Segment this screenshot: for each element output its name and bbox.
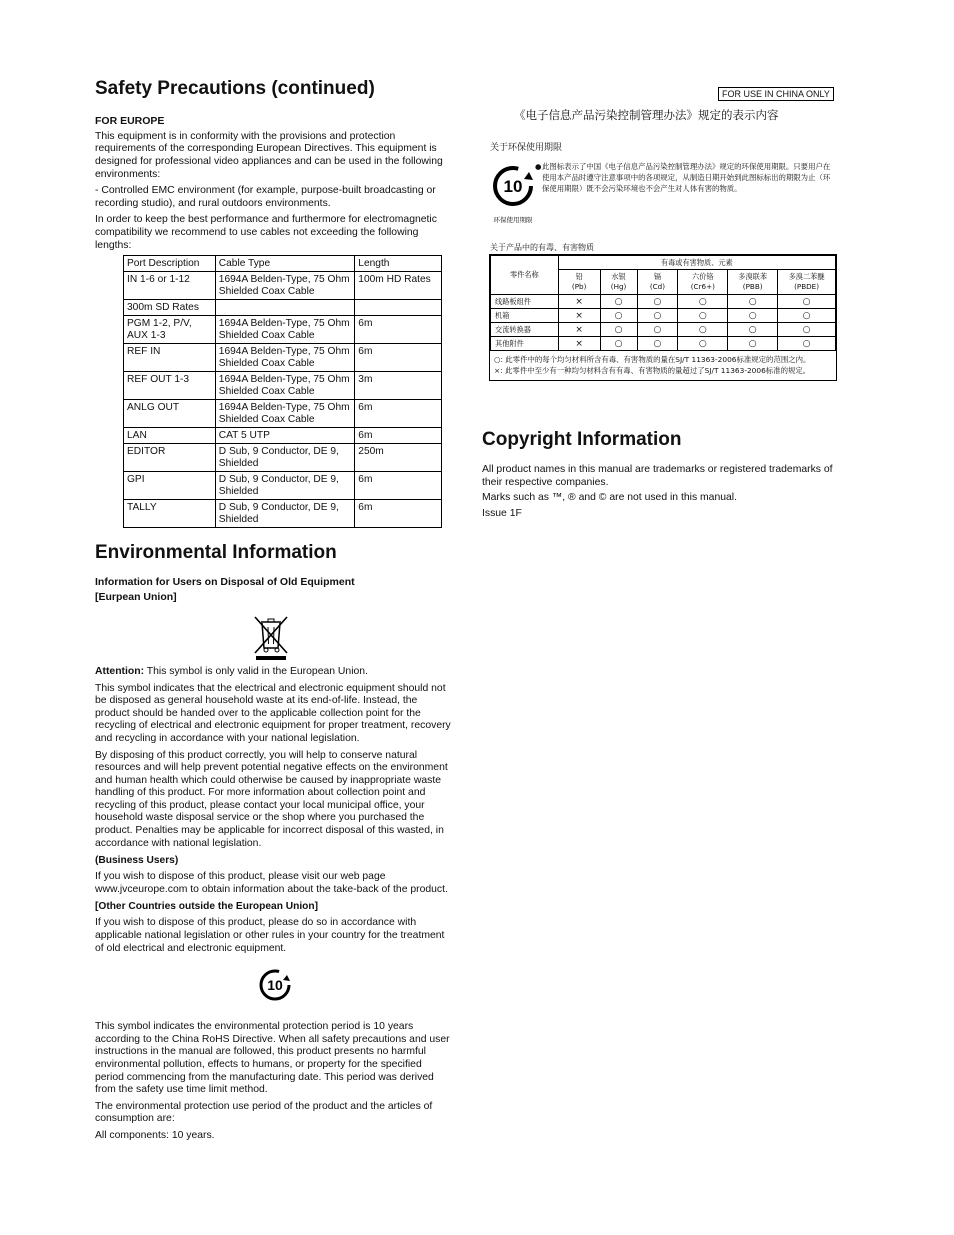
table-row	[124, 444, 442, 472]
element-symbol: (Hg)	[610, 282, 627, 291]
table-row	[124, 500, 442, 528]
table-cell: 3m	[355, 372, 442, 400]
business-users-paragraph: If you wish to dispose of this product, please visit our web page www.jvceurope.com to obtain information about the take-back of the product.	[95, 871, 448, 895]
copyright-info-title: Copyright Information	[482, 429, 682, 450]
marks-paragraph: Marks such as ™, ® and © are not used in this manual.	[482, 492, 737, 503]
substance-mark-cell: ○	[778, 309, 836, 323]
table-cell: GPI	[124, 472, 216, 500]
rohs-paragraph: This symbol indicates the environmental protection period is 10 years according to the China RoHS Directive. When all safety precautions and user instructions in the manual are followed, this product presents no harmful environmental pollution, effects to humans, or property for the specified period commencing from the manufacturing date. This period was derived from the safety use time limit method.	[95, 1021, 450, 1096]
element-header-cell	[637, 270, 678, 295]
bullet-dot-icon: ●	[535, 162, 542, 171]
attention-text: This symbol is only valid in the European Union.	[144, 665, 368, 677]
business-users-heading: (Business Users)	[95, 855, 179, 867]
table-cell: 300m SD Rates	[124, 300, 216, 316]
china-regulation-title: 《电子信息产品污染控制管理办法》规定的表示内容	[514, 108, 779, 122]
element-symbol: (PBDE)	[794, 282, 820, 291]
element-header-cell	[778, 270, 836, 295]
substance-mark-cell: ○	[678, 309, 728, 323]
element-header-cell	[728, 270, 778, 295]
table-cell: 6m	[355, 344, 442, 372]
hazardous-substances-table-box	[489, 254, 837, 381]
table-cell: 1694A Belden-Type, 75 Ohm Shielded Coax Cable	[215, 400, 355, 428]
cable-table-header-row	[124, 256, 442, 272]
part-name-cell: 其他附件	[491, 337, 559, 351]
disposing-paragraph: By disposing of this product correctly, you will help to conserve natural resources and will help prevent potential negative effects on the environment and human health which could otherwise be caused by inappropriate waste handling of this product. For more information about collection point and recycling of this product, please contact your local municipal office, your household waste disposal service or the shop where you purchased the product. Penalties may be applicable for incorrect disposal of this wasted, in accordance with national legislation.	[95, 749, 448, 849]
substance-mark-cell: ×	[558, 295, 600, 309]
element-symbol: (Cd)	[649, 282, 666, 291]
other-countries-heading: [Other Countries outside the European Union]	[95, 901, 318, 913]
table-row	[124, 272, 442, 300]
substance-mark-cell: ○	[637, 295, 678, 309]
env-period-10-icon	[491, 164, 535, 208]
table-row	[124, 400, 442, 428]
table-cell: 100m HD Rates	[355, 272, 442, 300]
substance-mark-cell: ×	[558, 337, 600, 351]
table-cell: D Sub, 9 Conductor, DE 9, Shielded	[215, 472, 355, 500]
table-cell: 250m	[355, 444, 442, 472]
table-cell: REF OUT 1-3	[124, 372, 216, 400]
table-cell: 6m	[355, 400, 442, 428]
table-cell: 1694A Belden-Type, 75 Ohm Shielded Coax Cable	[215, 272, 355, 300]
badge-number: 10	[503, 177, 523, 196]
issue-label: Issue 1F	[482, 508, 522, 519]
substance-mark-cell: ○	[600, 295, 637, 309]
other-countries-paragraph: If you wish to dispose of this product, please do so in accordance with applicable national legislation or other rules in your country for the treatment of old electrical and electronic equipment.	[95, 917, 445, 954]
table-cell: TALLY	[124, 500, 216, 528]
table-cell: 6m	[355, 472, 442, 500]
element-name: 铅	[575, 272, 583, 281]
hazard-notes	[490, 351, 836, 380]
substances-group-header: 有毒或有害物质、元素	[558, 256, 835, 270]
substance-mark-cell: ○	[600, 337, 637, 351]
emc-environment-paragraph: - Controlled EMC environment (for example, purpose-built broadcasting or recording studio), and rural outdoors environments.	[95, 185, 436, 209]
element-name: 多溴联苯	[738, 272, 768, 281]
disposal-heading: Information for Users on Disposal of Old Equipment	[95, 575, 355, 588]
table-row	[124, 316, 442, 344]
china-only-stamp: FOR USE IN CHINA ONLY	[718, 87, 834, 101]
table-row	[124, 472, 442, 500]
table-row	[124, 372, 442, 400]
protection-period-paragraph: The environmental protection use period of the product and the articles of consumption are:	[95, 1100, 433, 1125]
substance-mark-cell: ○	[678, 323, 728, 337]
table-cell: ANLG OUT	[124, 400, 216, 428]
safety-precautions-title: Safety Precautions (continued)	[95, 78, 375, 99]
substance-mark-cell: ×	[558, 323, 600, 337]
env-use-period-heading: 关于环保使用期限	[490, 143, 563, 153]
attention-label: Attention:	[95, 665, 145, 677]
substance-mark-cell: ○	[678, 295, 728, 309]
element-name: 多溴二苯醚	[788, 272, 825, 281]
crossed-out-bin-icon	[251, 614, 291, 660]
table-cell: LAN	[124, 428, 216, 444]
table-cell	[215, 300, 355, 316]
substance-mark-cell: ○	[778, 337, 836, 351]
table-cell: REF IN	[124, 344, 216, 372]
hazardous-substances-heading: 关于产品中的有毒、有害物质	[490, 243, 594, 252]
hazard-note-circle: ○: 此零件中的每个均匀材料所含有毒、有害物质的量在SJ/T 11363-2006标准规定的范围之内。	[494, 355, 811, 364]
environmental-info-title: Environmental Information	[95, 542, 337, 564]
substance-mark-cell: ○	[637, 337, 678, 351]
table-cell: IN 1-6 or 1-12	[124, 272, 216, 300]
for-europe-label: FOR EUROPE	[95, 114, 165, 127]
element-symbol: (Pb)	[571, 282, 587, 291]
table-cell: PGM 1-2, P/V, AUX 1-3	[124, 316, 216, 344]
element-name: 水银	[611, 272, 626, 281]
right-column	[482, 80, 840, 540]
rohs-icon-number: 10	[267, 977, 283, 994]
table-cell: 1694A Belden-Type, 75 Ohm Shielded Coax Cable	[215, 316, 355, 344]
table-cell: 1694A Belden-Type, 75 Ohm Shielded Coax Cable	[215, 372, 355, 400]
cable-table-header-cell: Cable Type	[215, 256, 355, 272]
substance-mark-cell: ○	[678, 337, 728, 351]
element-symbol: (PBB)	[742, 282, 763, 291]
table-cell: CAT 5 UTP	[215, 428, 355, 444]
attention-paragraph	[95, 666, 453, 679]
element-header-cell	[558, 270, 600, 295]
table-row	[491, 309, 836, 323]
table-row	[124, 344, 442, 372]
table-cell: EDITOR	[124, 444, 216, 472]
element-symbol: (Cr6+)	[690, 282, 715, 291]
eu-heading: [Eurpean Union]	[95, 590, 177, 603]
table-cell: 1694A Belden-Type, 75 Ohm Shielded Coax Cable	[215, 344, 355, 372]
rohs-10-year-icon	[259, 969, 291, 1001]
substance-mark-cell: ○	[728, 309, 778, 323]
cable-length-intro: In order to keep the best performance and furthermore for electromagnetic compatibility we recommend to use cables not exceeding the following lengths:	[95, 214, 437, 251]
conformity-paragraph: This equipment is in conformity with the provisions and protection requirements of the corresponding European Directives. This equipment is designed for professional video appliances and can be used in the following environments:	[95, 130, 443, 180]
hazard-header-row	[491, 256, 836, 270]
part-name-cell: 交流转换器	[491, 323, 559, 337]
table-row	[124, 428, 442, 444]
table-cell: D Sub, 9 Conductor, DE 9, Shielded	[215, 444, 355, 472]
env-period-bullet-text: 此图标表示了中国《电子信息产品污染控制管理办法》规定的环保使用期限。只要用户在使用本产品时遵守注意事项中的各项规定，从制造日期开始到此图标标出的期限为止（环保使用期限）既不会污染环境也不会产生对人体有害的物质。	[542, 162, 831, 193]
table-cell	[355, 300, 442, 316]
env-period-badge	[491, 164, 535, 224]
all-components-paragraph: All components: 10 years.	[95, 1129, 215, 1141]
substance-mark-cell: ○	[600, 309, 637, 323]
table-cell: 6m	[355, 316, 442, 344]
table-cell: 6m	[355, 500, 442, 528]
substance-mark-cell: ○	[728, 295, 778, 309]
element-header-cell	[678, 270, 728, 295]
table-row	[491, 323, 836, 337]
table-row	[491, 295, 836, 309]
cable-length-table	[123, 255, 442, 528]
cable-table-header-cell: Port Description	[124, 256, 216, 272]
cable-table-header-cell: Length	[355, 256, 442, 272]
table-row	[124, 300, 442, 316]
element-name: 六价铬	[692, 272, 714, 281]
substance-mark-cell: ○	[778, 295, 836, 309]
table-row	[491, 337, 836, 351]
substance-mark-cell: ○	[728, 323, 778, 337]
symbol-meaning-paragraph: This symbol indicates that the electrical and electronic equipment should not be disposed as general household waste at its end-of-life. Instead, the product should be handed over to the applicable collection point for the recycling of electrical and electronic equipment for proper treatment, recovery and recycling in accordance with your national legislation.	[95, 682, 451, 744]
left-column	[95, 78, 453, 1147]
trademarks-paragraph: All product names in this manual are trademarks or registered trademarks of their respective companies.	[482, 464, 833, 488]
substance-mark-cell: ○	[728, 337, 778, 351]
table-cell: D Sub, 9 Conductor, DE 9, Shielded	[215, 500, 355, 528]
substance-mark-cell: ○	[600, 323, 637, 337]
substance-mark-cell: ○	[637, 323, 678, 337]
table-cell: 6m	[355, 428, 442, 444]
part-name-cell: 线路板组件	[491, 295, 559, 309]
hazardous-substances-table	[490, 255, 836, 351]
substance-mark-cell: ○	[637, 309, 678, 323]
env-period-bullet	[535, 161, 832, 194]
hazard-note-cross: ×: 此零件中至少有一种均匀材料含有有毒、有害物质的量超过了SJ/T 11363-2006标准的规定。	[494, 366, 811, 375]
env-period-badge-label: 环保使用期限	[493, 216, 533, 224]
element-header-cell	[600, 270, 637, 295]
part-name-header: 零件名称	[491, 256, 559, 295]
substance-mark-cell: ○	[778, 323, 836, 337]
element-name: 镉	[653, 272, 662, 281]
part-name-cell: 机箱	[491, 309, 559, 323]
substance-mark-cell: ×	[558, 309, 600, 323]
